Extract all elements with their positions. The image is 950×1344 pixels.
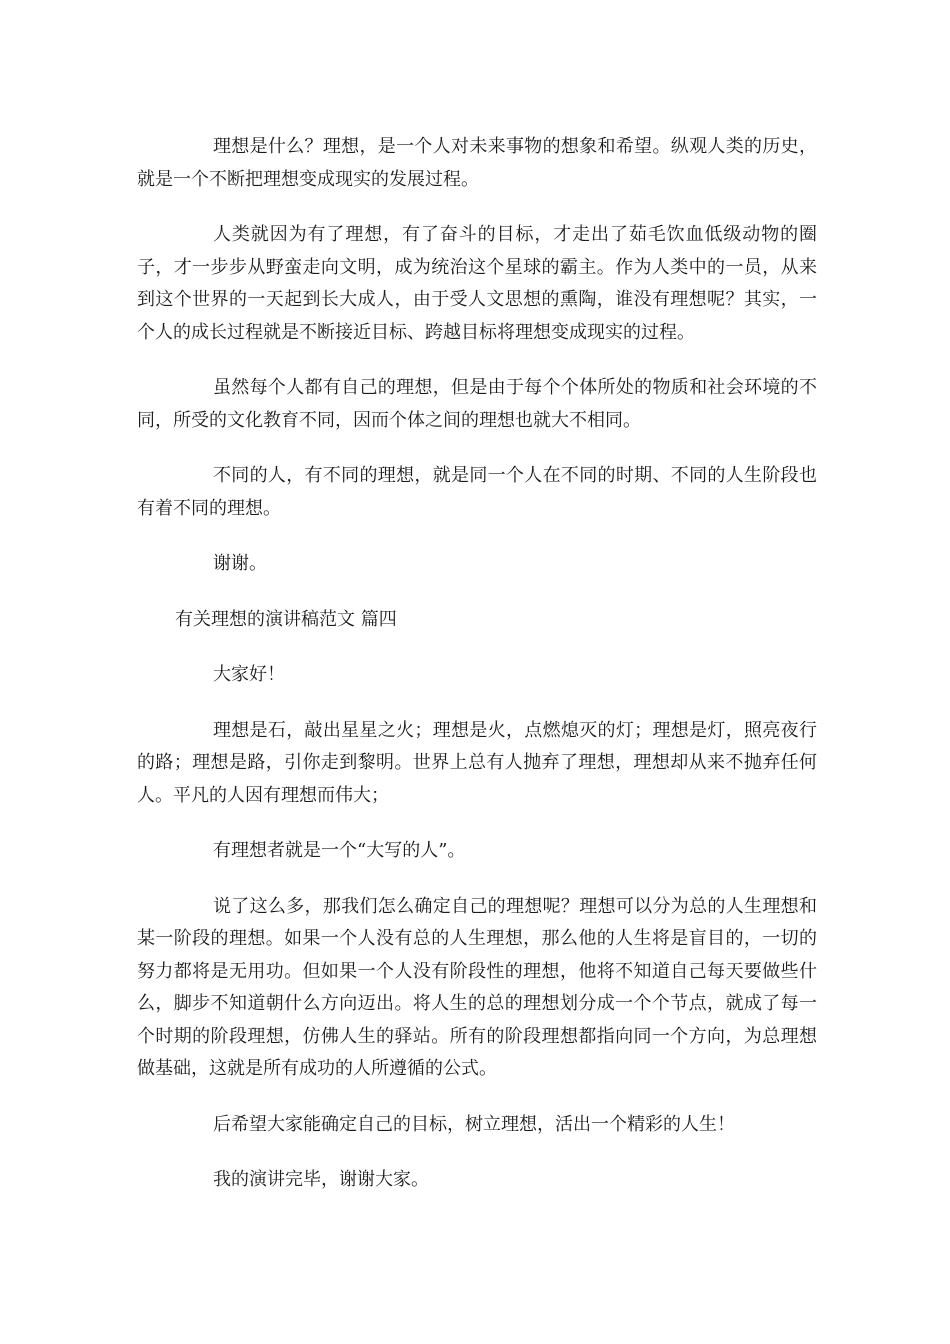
paragraph-ideal-metaphors: 理想是石，敲出星星之火；理想是火，点燃熄灭的灯；理想是灯，照亮夜行的路；理想是路，引你走到黎明。世界上总有人抛弃了理想，理想却从来不抛弃任何人。平凡的人因有理想而伟大； (137, 719, 817, 806)
paragraph-capital-person: 有理想者就是一个“大写的人”。 (213, 840, 466, 861)
paragraph-greeting: 大家好！ (213, 664, 285, 685)
paragraph-hope: 后希望大家能确定自己的目标，树立理想，活出一个精彩的人生！ (213, 1113, 735, 1135)
paragraph-human-history: 人类就因为有了理想，有了奋斗的目标，才走出了茹毛饮血低级动物的圈子，才一步步从野蛮走向文明，成为统治这个星球的霸主。作为人类中的一员，从来到这个世界的一天起到长大成人，由于受人文思想的熏陶，谁没有理想呢？其实，一个人的成长过程就是不断接近目标、跨越目标将理想变成现实的过程。 (137, 224, 817, 343)
paragraph-different-people: 不同的人，有不同的理想，就是同一个人在不同的时期、不同的人生阶段也有着不同的理想。 (137, 465, 817, 519)
paragraph-different-ideals: 虽然每个人都有自己的理想，但是由于每个个体所处的物质和社会环境的不同，所受的文化教育不同，因而个体之间的理想也就大不相同。 (137, 377, 817, 431)
document-body (137, 131, 817, 1220)
paragraph-closing: 我的演讲完毕，谢谢大家。 (213, 1169, 429, 1190)
section-heading: 有关理想的演讲稿范文 篇四 (175, 608, 397, 630)
paragraph-how-to-define: 说了这么多，那我们怎么确定自己的理想呢？理想可以分为总的人生理想和某一阶段的理想。如果一个人没有总的人生理想，那么他的人生将是盲目的，一切的努力都将是无用功。但如果一个人没有阶段性的理想，他将不知道自己每天要做些什么，脚步不知道朝什么方向迈出。将人生的总的理想划分成一个个节点，就成了每一个时期的阶段理想，仿佛人生的驿站。所有的阶段理想都指向同一个方向，为总理想做基础，这就是所有成功的人所遵循的公式。 (137, 895, 817, 1079)
paragraph-what-is-ideal: 理想是什么？理想，是一个人对未来事物的想象和希望。纵观人类的历史，就是一个不断把理想变成现实的发展过程。 (137, 136, 817, 190)
paragraph-thanks: 谢谢。 (213, 553, 267, 574)
